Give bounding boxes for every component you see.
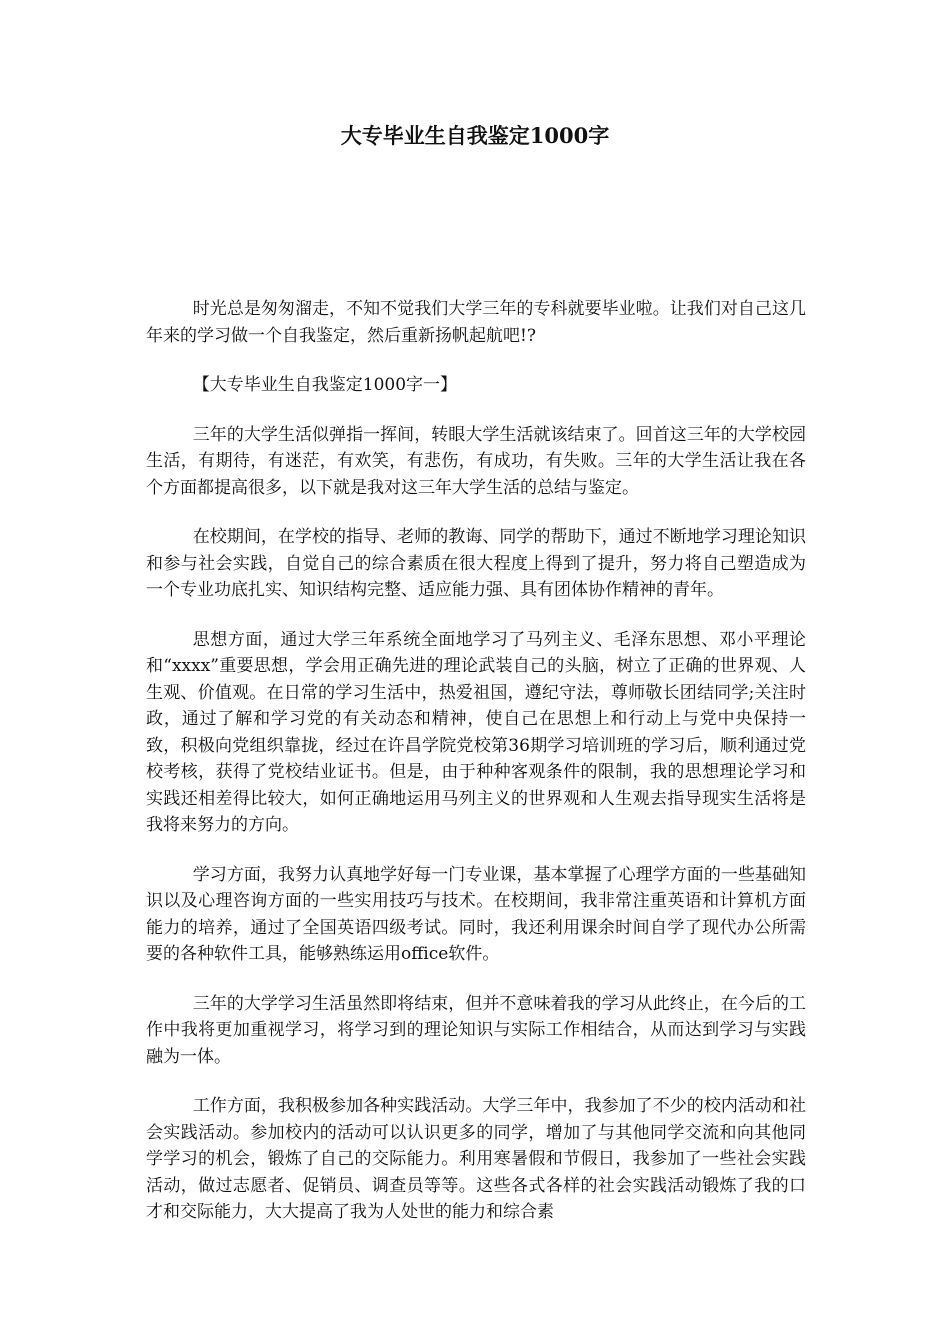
body-paragraph: 工作方面，我积极参加各种实践活动。大学三年中，我参加了不少的校内活动和社会实践活动。参加校内的活动可以认识更多的同学，增加了与其他同学交流和向其他同学学习的机会，锻炼了自己的交际能力。利用寒暑假和节假日，我参加了一些社会实践活动，做过志愿者、促销员、调查员等等。这些各式各样的社会实践活动锻炼了我的口才和交际能力，大大提高了我为人处世的能力和综合素 [146, 1096, 806, 1222]
section-heading: 【大专毕业生自我鉴定1000字一】 [192, 375, 458, 395]
body-paragraph: 思想方面，通过大学三年系统全面地学习了马列主义、毛泽东思想、邓小平理论和“xxxx”重要思想，学会用正确先进的理论武装自己的头脑，树立了正确的世界观、人生观、价值观。在日常的学习生活中，热爱祖国，遵纪守法，尊师敬长团结同学;关注时政，通过了解和学习党的有关动态和精神，使自己在思想上和行动上与党中央保持一致，积极向党组织靠拢，经过在许昌学院党校第36期学习培训班的学习后，顺利通过党校考核，获得了党校结业证书。但是，由于种种客观条件的限制，我的思想理论学习和实践还相差得比较大，如何正确地运用马列主义的世界观和人生观去指导现实生活将是我将来努力的方向。 [146, 629, 806, 835]
body-paragraph: 三年的大学学习生活虽然即将结束，但并不意味着我的学习从此终止，在今后的工作中我将更加重视学习，将学习到的理论知识与实际工作相结合，从而达到学习与实践融为一体。 [146, 993, 806, 1067]
body-paragraph: 三年的大学生活似弹指一挥间，转眼大学生活就该结束了。回首这三年的大学校园生活，有期待，有迷茫，有欢笑，有悲伤，有成功，有失败。三年的大学生活让我在各个方面都提高很多，以下就是我对这三年大学生活的总结与鉴定。 [146, 424, 806, 498]
body-paragraph: 学习方面，我努力认真地学好每一门专业课，基本掌握了心理学方面的一些基础知识以及心理咨询方面的一些实用技巧与技术。在校期间，我非常注重英语和计算机方面能力的培养，通过了全国英语四级考试。同时，我还利用课余时间自学了现代办公所需要的各种软件工具，能够熟练运用office软件。 [146, 864, 806, 964]
document-body [146, 296, 806, 1249]
body-paragraph: 在校期间，在学校的指导、老师的教诲、同学的帮助下，通过不断地学习理论知识和参与社会实践，自觉自己的综合素质在很大程度上得到了提升，努力将自己塑造成为一个专业功底扎实、知识结构完整、适应能力强、具有团体协作精神的青年。 [146, 527, 806, 600]
intro-paragraph: 时光总是匆匆溜走，不知不觉我们大学三年的专科就要毕业啦。让我们对自己这几年来的学习做一个自我鉴定，然后重新扬帆起航吧!? [146, 299, 806, 346]
document-title: 大专毕业生自我鉴定1000字 [340, 123, 610, 148]
